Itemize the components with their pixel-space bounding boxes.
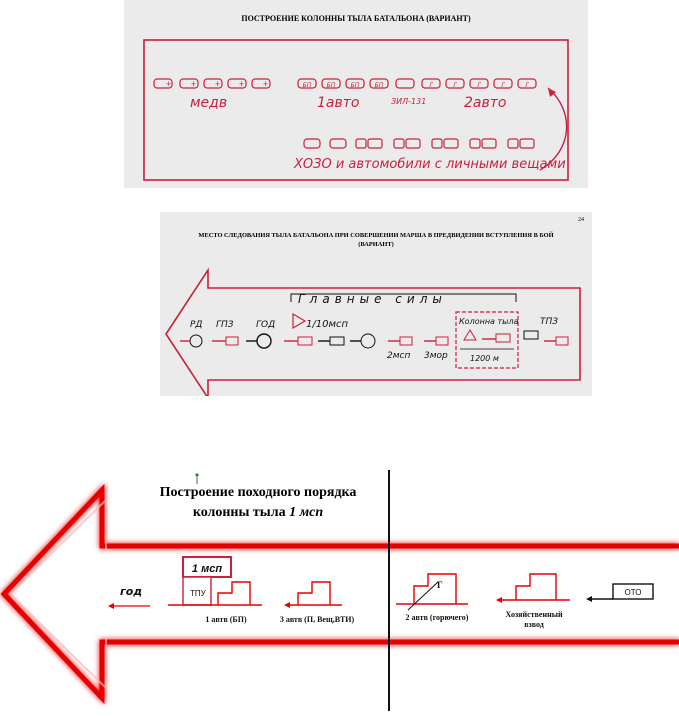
supply-vehicles [304,139,534,148]
label-msp-2: 2мсп [387,351,411,361]
bp-label-4: БП [374,82,384,89]
label-msp-1-10: 1/10мсп [306,319,349,330]
label-g-letter: Г [437,580,443,590]
rd-circle-icon [190,335,202,347]
label-hoz-line2: взвод [524,620,544,629]
panel3-title-line1: Построение походного порядка [159,485,357,500]
panel-battalion-rear-column [124,0,588,188]
panel3-diagram [0,470,679,711]
label-mor-3: 3мор [424,351,448,361]
panel1-title: ПОСТРОЕНИЕ КОЛОННЫ ТЫЛА БАТАЛЬОНА (ВАРИАНТ) [241,14,471,23]
svg-text:+: + [215,79,221,89]
bp-label-2: БП [326,82,336,89]
label-1avto: 1авто [317,95,360,111]
g-label-1: Г [429,82,433,89]
panel3-title-line2 [193,505,324,520]
label-rear-column: Колонна тыла [459,317,519,326]
g-label-5: Г [525,82,529,89]
label-avt2: 2 автв (горючего) [405,613,469,622]
tpz-truck-icon [524,331,538,339]
label-oto: ОТО [624,588,642,597]
panel2-title-line2: (ВАРИАНТ) [358,241,394,248]
avt3-vehicle-icon [298,582,330,605]
label-gpz: ГПЗ [216,320,234,330]
god-arrow-icon [108,603,114,609]
label-avt3: 3 автв (П, Вещ,ВТИ) [279,615,355,624]
gpz-vehicle-icon [226,337,238,345]
label-hozo: ХОЗО и автомобили с личными вещами [294,157,566,172]
label-rd: РД [190,320,203,330]
svg-text:+: + [191,79,197,89]
page-number: 24 [578,217,584,223]
g-label-2: Г [453,82,457,89]
avt1-vehicle-icon [218,582,250,605]
artillery-circle-icon [361,334,375,348]
panel-battalion-rear-march [160,212,592,396]
flag-icon [293,314,305,328]
label-zil: ЗИЛ-131 [391,97,427,106]
msp1-vehicle-icon [298,337,312,345]
label-god: ГОД [256,320,276,330]
label-tpz: ТПЗ [540,317,559,327]
panel-regiment-rear-order [0,470,679,711]
g-label-4: Г [501,82,505,89]
oto-arrow-icon [586,596,592,602]
g-label-3: Г [477,82,481,89]
march-direction-arrow [166,270,580,396]
panel2-diagram [160,212,592,396]
label-medv: медв [190,95,228,111]
panel3-title-italic: 1 мсп [289,505,324,520]
label-distance: 1200 м [470,354,499,363]
label-main-forces: Главные силы [298,292,447,306]
label-hoz-line1: Хозяйственный [505,610,563,619]
svg-text:+: + [166,79,172,89]
label-2avto: 2авто [464,95,507,111]
mor3-vehicle-icon [436,337,448,345]
label-avt1: 1 автв (БП) [205,615,247,624]
bp-label-3: БП [350,82,360,89]
label-tpu: ТПУ [190,589,206,598]
bp-label-1: БП [302,82,312,89]
god-circle-icon [257,334,271,348]
avt2-vehicle-icon [414,574,456,604]
panel1-diagram [124,0,588,188]
avt3-arrow-icon [284,602,290,608]
svg-text:+: + [263,79,269,89]
warning-triangle-icon [464,330,476,340]
panel2-title-line1: МЕСТО СЛЕДОВАНИЯ ТЫЛА БАТАЛЬОНА ПРИ СОВЕРШЕНИИ МАРША В ПРЕДВИДЕНИИ ВСТУПЛЕНИЯ В БОЙ [198,232,554,239]
tank-vehicle-icon [330,337,344,345]
tpz-vehicle-icon [556,337,568,345]
rear-vehicle-icon [496,334,510,342]
hoz-arrow-icon [496,597,502,603]
label-god-small: год [120,585,143,598]
hoz-vehicle-icon [516,574,556,600]
medical-vehicles [154,79,270,88]
panel3-title-prefix: колонны тыла [192,505,290,520]
svg-text:+: + [239,79,245,89]
label-msp-box: 1 мсп [191,563,223,575]
cursor-marker-icon [195,473,198,476]
msp2-vehicle-icon [400,337,412,345]
